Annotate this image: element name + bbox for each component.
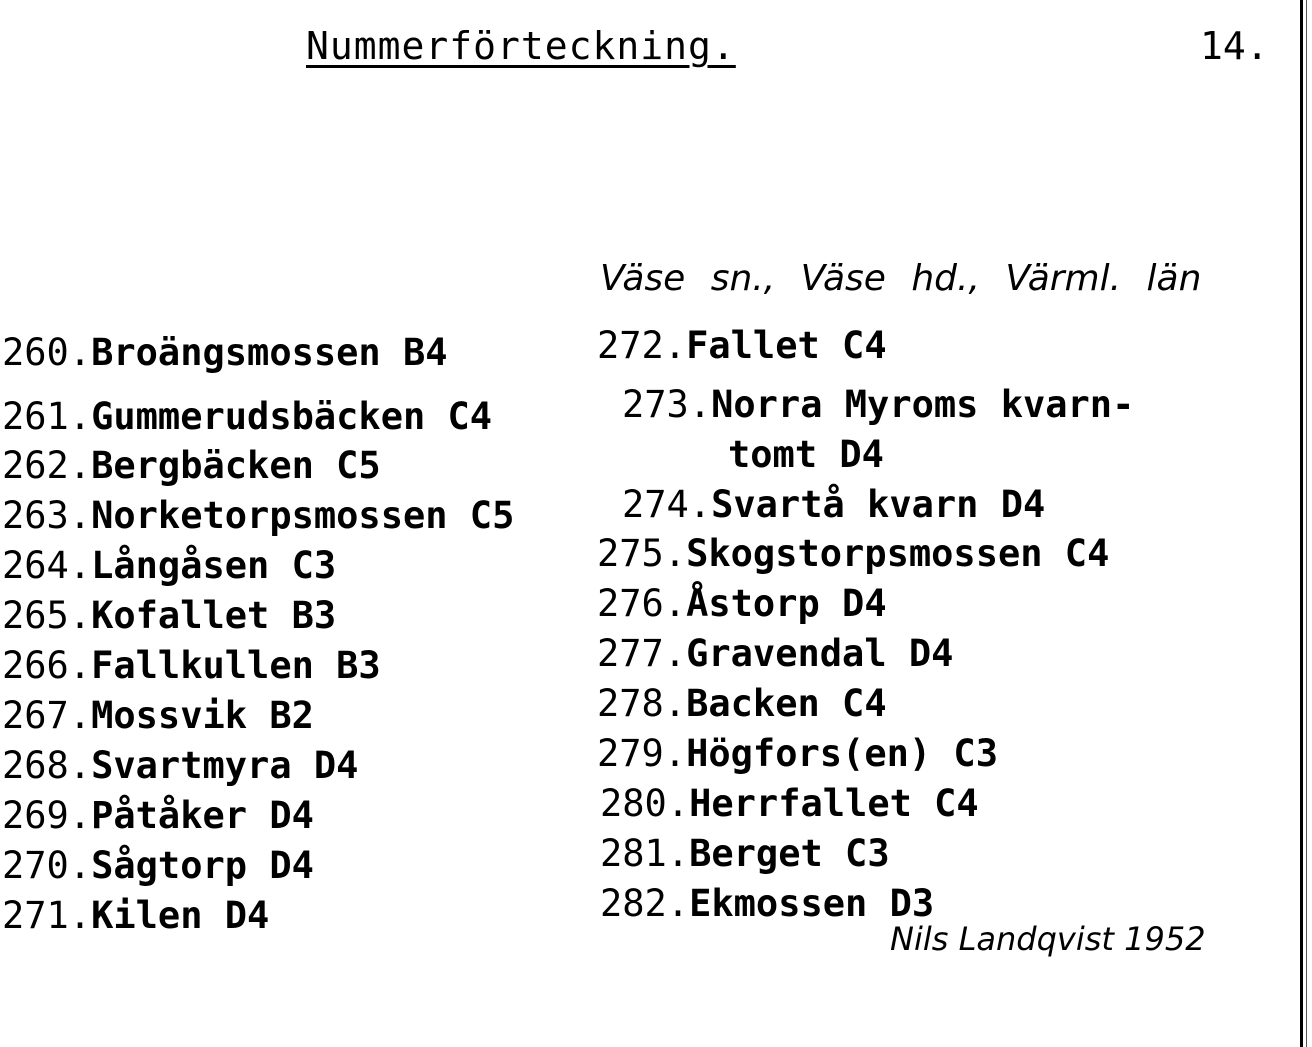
entry-number: 279. bbox=[597, 732, 687, 775]
author-signature: Nils Landqvist 1952 bbox=[890, 920, 1206, 958]
entry-number: 274. bbox=[622, 483, 712, 526]
parish-line: Väse sn., Väse hd., Värml. län bbox=[600, 258, 1202, 299]
entry-name: Fallet C4 bbox=[686, 324, 887, 367]
list-item bbox=[600, 832, 890, 875]
entry-name: Långåsen C3 bbox=[91, 544, 337, 587]
entry-name: Ekmossen D3 bbox=[689, 882, 935, 925]
list-item bbox=[597, 532, 1110, 575]
entry-name: Bergbäcken C5 bbox=[91, 444, 381, 487]
entry-number: 278. bbox=[597, 682, 687, 725]
entry-number: 270. bbox=[2, 844, 92, 887]
entry-name: Svartmyra D4 bbox=[91, 744, 359, 787]
entry-number: 271. bbox=[2, 894, 92, 937]
entry-name: Broängsmossen B4 bbox=[91, 331, 448, 374]
list-item bbox=[597, 582, 887, 625]
entry-name: Kofallet B3 bbox=[91, 594, 337, 637]
entry-name: Gravendal D4 bbox=[686, 632, 954, 675]
list-item bbox=[728, 433, 884, 476]
entry-number: 263. bbox=[2, 494, 92, 537]
list-item bbox=[2, 694, 314, 737]
list-item bbox=[597, 632, 954, 675]
entry-name: Norra Myroms kvarn- bbox=[711, 383, 1135, 426]
list-item bbox=[2, 844, 314, 887]
list-item bbox=[600, 782, 979, 825]
entry-number: 281. bbox=[600, 832, 690, 875]
entry-number: 266. bbox=[2, 644, 92, 687]
list-item bbox=[600, 882, 935, 925]
list-item bbox=[2, 594, 337, 637]
entry-number: 262. bbox=[2, 444, 92, 487]
list-item bbox=[2, 331, 448, 374]
entry-name: Herrfallet C4 bbox=[689, 782, 979, 825]
page-edge-line bbox=[1300, 0, 1303, 1047]
page-number: 14. bbox=[1200, 24, 1269, 68]
entry-name: Fallkullen B3 bbox=[91, 644, 381, 687]
entry-number: 280. bbox=[600, 782, 690, 825]
entry-number: 264. bbox=[2, 544, 92, 587]
entry-number: 261. bbox=[2, 395, 92, 438]
entry-number: 269. bbox=[2, 794, 92, 837]
entry-name: Berget C3 bbox=[689, 832, 890, 875]
entry-name: Backen C4 bbox=[686, 682, 887, 725]
list-item bbox=[2, 544, 337, 587]
list-item bbox=[2, 794, 314, 837]
entry-number: 277. bbox=[597, 632, 687, 675]
entry-name: Påtåker D4 bbox=[91, 794, 314, 837]
list-item bbox=[2, 744, 359, 787]
entry-number: 282. bbox=[600, 882, 690, 925]
entry-name: Gummerudsbäcken C4 bbox=[91, 395, 493, 438]
entry-name: Mossvik B2 bbox=[91, 694, 314, 737]
entry-name: Norketorpsmossen C5 bbox=[91, 494, 515, 537]
list-item bbox=[597, 324, 887, 367]
entry-number: 268. bbox=[2, 744, 92, 787]
list-item bbox=[597, 732, 998, 775]
entry-name: Högfors(en) C3 bbox=[686, 732, 998, 775]
entry-name: Skogstorpsmossen C4 bbox=[686, 532, 1110, 575]
list-item bbox=[2, 644, 381, 687]
list-item bbox=[622, 383, 1135, 426]
entry-name: tomt D4 bbox=[728, 433, 884, 476]
list-item bbox=[2, 444, 381, 487]
entry-number: 265. bbox=[2, 594, 92, 637]
entry-number: 275. bbox=[597, 532, 687, 575]
entry-number: 276. bbox=[597, 582, 687, 625]
entry-name: Åstorp D4 bbox=[686, 582, 887, 625]
list-item bbox=[2, 494, 515, 537]
list-item bbox=[622, 483, 1046, 526]
page-edge-line-secondary bbox=[1306, 0, 1307, 1047]
entry-number: 260. bbox=[2, 331, 92, 374]
entry-name: Sågtorp D4 bbox=[91, 844, 314, 887]
entry-name: Svartå kvarn D4 bbox=[711, 483, 1046, 526]
list-item bbox=[2, 395, 493, 438]
document-title: Nummerförteckning. bbox=[306, 24, 736, 68]
list-item bbox=[2, 894, 270, 937]
entry-name: Kilen D4 bbox=[91, 894, 270, 937]
entry-number: 272. bbox=[597, 324, 687, 367]
list-item bbox=[597, 682, 887, 725]
entry-number: 273. bbox=[622, 383, 712, 426]
entry-number: 267. bbox=[2, 694, 92, 737]
